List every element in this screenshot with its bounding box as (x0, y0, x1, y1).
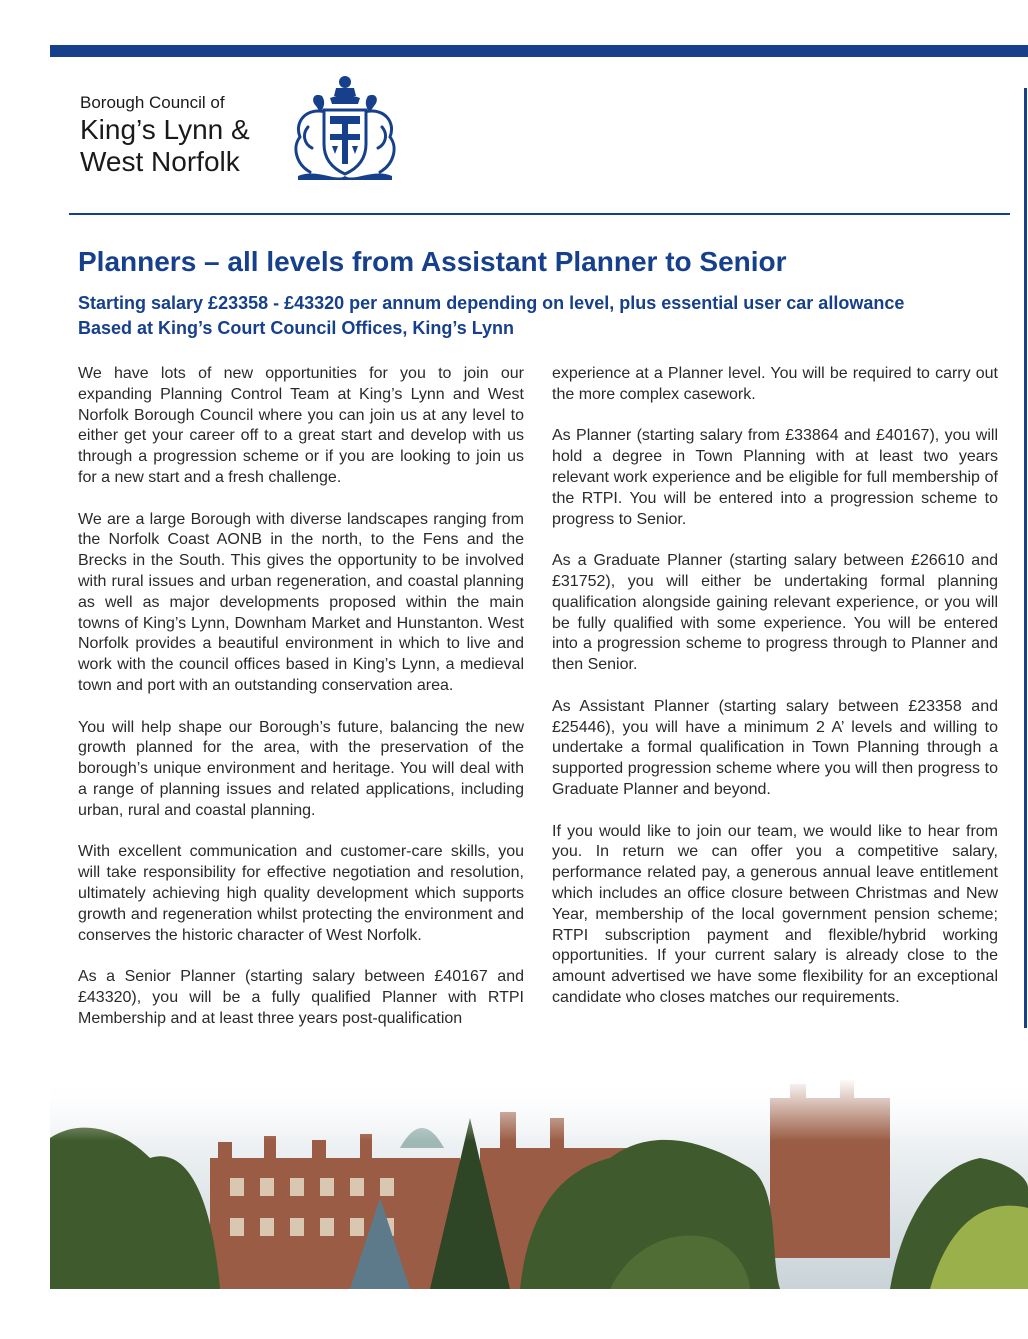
shape-future-paragraph: You will help shape our Borough’s future, balancing the new growth planned for the area, with the preservation of the borough’s unique environment and heritage. You will deal with a range of planning issues and related applications, including urban, rural and coastal planning. (78, 718, 524, 819)
skills-paragraph: With excellent communication and customer-care skills, you will take responsibility for effective negotiation and resolution, ultimately achieving high quality development which supports growth and regeneration whilst protecting the environment and conserves the historic character of West Norfolk. (78, 843, 524, 944)
location-line: Based at King’s Court Council Offices, King’s Lynn (78, 318, 515, 338)
benefits-paragraph: If you would like to join our team, we would like to hear from you. In return we can offer you a competitive salary, performance related pay, a generous annual leave entitlement which includes an office closure between Christmas and New Year, membership of the local government pension scheme; RTPI subscription payment and flexible/hybrid working opportunities. If your current salary is already close to the amount advertised we have some flexibility for an exceptional candidate who closes matches our requirements. (552, 822, 998, 1006)
intro-paragraph: We have lots of new opportunities for you to join our expanding Planning Control Team at King’s Lynn and West Norfolk Borough Council where you can join us at any level to either get your career off to a great start and develop with us through a progression scheme or if you are looking to join us for a new start and a fresh challenge. (78, 365, 524, 486)
brand-line-1: Borough Council of (80, 93, 225, 112)
job-title: Planners – all levels from Assistant Planner to Senior (78, 246, 787, 277)
planner-paragraph: As Planner (starting salary from £33864 and £40167), you will hold a degree in Town Planning with at least two years relevant work experience and be eligible for full membership of the RTPI. You will be entered into a progression scheme to progress to Senior. (552, 427, 998, 528)
borough-paragraph: We are a large Borough with diverse landscapes ranging from the Norfolk Coast AONB in the north, to the Fens and the Brecks in the South. This gives the opportunity to be involved with rural issues and urban regeneration, and coastal planning as well as major developments proposed within the main towns of King’s Lynn, Downham Market and Hunstanton. West Norfolk provides a beautiful environment in which to live and work with the council offices based in King’s Lynn, a medieval town and port with an outstanding conservation area. (78, 510, 524, 694)
coat-of-arms-icon (286, 72, 404, 190)
salary-and-location (78, 291, 904, 341)
header-divider (69, 213, 1010, 215)
left-column (78, 364, 524, 1050)
right-edge-rule (1024, 88, 1027, 1028)
salary-line: Starting salary £23358 - £43320 per annum depending on level, plus essential user car allowance (78, 293, 905, 313)
graduate-planner-paragraph: As a Graduate Planner (starting salary between £26610 and £31752), you will either be undertaking formal planning qualification alongside gaining relevant experience, or you will be fully qualified with some experience. You will be entered into a progression scheme to progress through to Planner and then Senior. (552, 552, 998, 674)
brand-line-2: King’s Lynn & (80, 114, 250, 145)
senior-planner-paragraph: As a Senior Planner (starting salary between £40167 and £43320), you will be a fully qualified Planner with RTPI Membership and at least three years post-qualification (78, 968, 524, 1027)
estate-house-photo (50, 1078, 1028, 1289)
assistant-planner-paragraph: As Assistant Planner (starting salary between £23358 and £25446), you will have a minimum 2 A’ levels and willing to undertake a formal qualification in Town Planning through a supported progression scheme where you will then progress to Graduate Planner and beyond. (552, 697, 998, 798)
brand-line-3: West Norfolk (80, 146, 240, 177)
council-name-logo (80, 92, 250, 178)
right-column (552, 364, 998, 1030)
top-accent-bar (50, 45, 1028, 57)
senior-planner-continued: experience at a Planner level. You will be required to carry out the more complex casework. (552, 365, 998, 403)
